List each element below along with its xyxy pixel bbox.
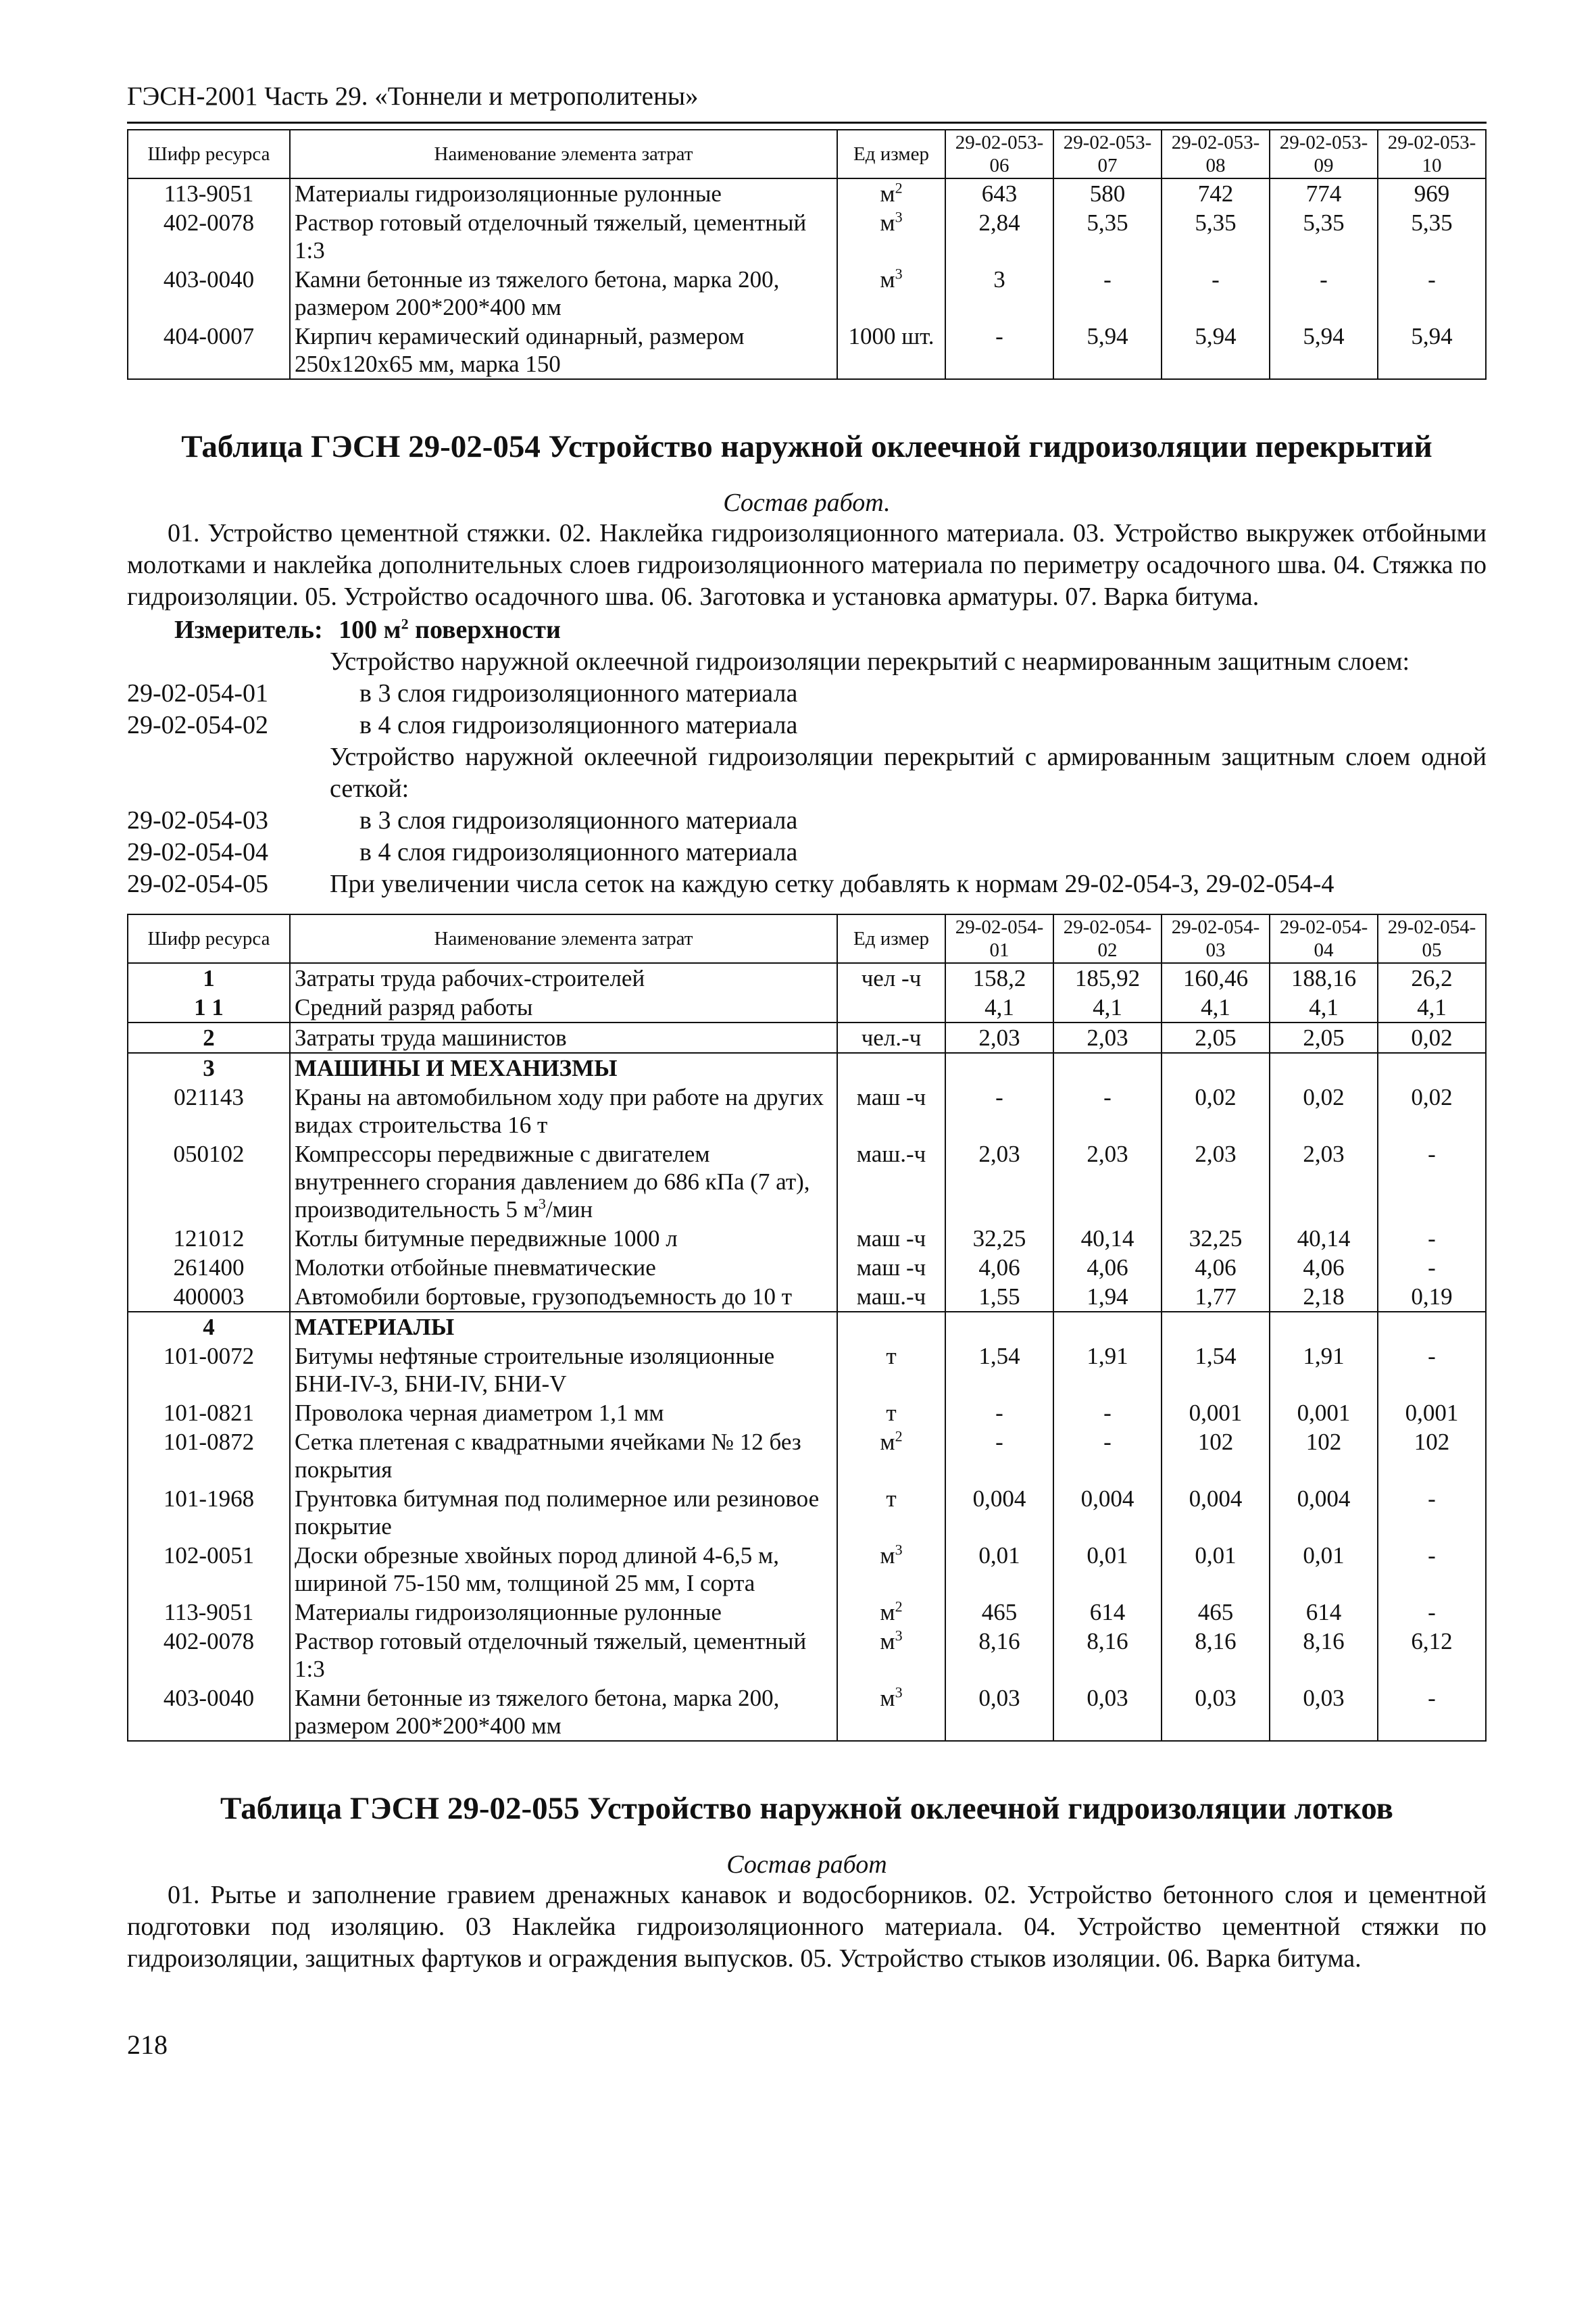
resource-value: 26,2 (1378, 963, 1486, 993)
resource-name: Компрессоры передвижные с двигателем внутреннего сгорания давлением до 686 кПа (7 ат), производительность 5 $м^3$/мин (290, 1139, 837, 1224)
resource-value: 0,02 (1270, 1083, 1378, 1139)
table-054-title: Таблица ГЭСН 29-02-054 Устройство наружной оклеечной гидроизоляции перекрытий (181, 429, 1432, 464)
resource-unit: т (837, 1398, 945, 1427)
resource-code: 1 1 (128, 993, 290, 1023)
resource-value: 2,18 (1270, 1282, 1378, 1312)
resource-unit: маш -ч (837, 1083, 945, 1139)
resource-name: Автомобили бортовые, грузоподъемность до 10 т (290, 1282, 837, 1312)
resource-value: 0,03 (1270, 1683, 1378, 1741)
resource-value: - (1053, 265, 1162, 322)
resource-value: 1,77 (1162, 1282, 1270, 1312)
resource-code: 404-0007 (128, 322, 290, 379)
resource-value: 1,91 (1053, 1341, 1162, 1398)
resource-code: 402-0078 (128, 208, 290, 265)
resource-code: 3 (128, 1053, 290, 1083)
page-number: 218 (127, 2029, 168, 2060)
resource-unit: $м^3$ (837, 265, 945, 322)
resource-value: - (945, 322, 1053, 379)
composition-heading: Состав работ (726, 1850, 887, 1879)
table-row (128, 1312, 1486, 1341)
table-row (128, 265, 1486, 322)
resource-name: Материалы гидроизоляционные рулонные (290, 178, 837, 208)
resource-value: 2,03 (1053, 1139, 1162, 1224)
resource-name: Котлы битумные передвижные 1000 л (290, 1224, 837, 1253)
resource-value: 742 (1162, 178, 1270, 208)
resource-unit: чел.-ч (837, 1023, 945, 1053)
resource-value: 0,001 (1270, 1398, 1378, 1427)
resource-unit: маш -ч (837, 1253, 945, 1282)
col-header-value: 29-02-053-09 (1270, 130, 1378, 178)
resource-value: - (1270, 265, 1378, 322)
resource-value: 185,92 (1053, 963, 1162, 993)
resource-value (1162, 1053, 1270, 1083)
resource-name: Камни бетонные из тяжелого бетона, марка 200, размером 200*200*400 мм (290, 265, 837, 322)
resource-name: Раствор готовый отделочный тяжелый, цементный 1:3 (290, 1627, 837, 1683)
resource-unit: т (837, 1341, 945, 1398)
resource-value: 0,03 (945, 1683, 1053, 1741)
resource-name: Проволока черная диаметром 1,1 мм (290, 1398, 837, 1427)
resource-unit: маш.-ч (837, 1282, 945, 1312)
table-row (128, 1053, 1486, 1083)
table-row (128, 1224, 1486, 1253)
resource-name: Раствор готовый отделочный тяжелый, цементный 1:3 (290, 208, 837, 265)
resource-value: 1,55 (945, 1282, 1053, 1312)
table-row (128, 178, 1486, 208)
resource-unit: маш.-ч (837, 1139, 945, 1224)
resource-value: 2,03 (1053, 1023, 1162, 1053)
resource-value: 0,004 (945, 1484, 1053, 1541)
col-header-value: 29-02-053-06 (945, 130, 1053, 178)
resource-code: 4 (128, 1312, 290, 1341)
resource-unit: $м^3$ (837, 1627, 945, 1683)
resource-value: - (1378, 1598, 1486, 1627)
resource-value: 0,03 (1162, 1683, 1270, 1741)
table-header-row (128, 130, 1486, 178)
resource-value: 8,16 (1270, 1627, 1378, 1683)
meter-label: Измеритель: (174, 616, 323, 644)
resource-value: - (1162, 265, 1270, 322)
resource-value: 160,46 (1162, 963, 1270, 993)
table-row (128, 1023, 1486, 1053)
resource-value: - (945, 1427, 1053, 1484)
resource-unit (837, 1053, 945, 1083)
resource-value: 0,03 (1053, 1683, 1162, 1741)
variant-text: в 4 слоя гидроизоляционного материала (359, 838, 798, 866)
resource-unit: $м^2$ (837, 178, 945, 208)
col-header-value: 29-02-054-04 (1270, 914, 1378, 963)
resource-value: 102 (1162, 1427, 1270, 1484)
variant-code: 29-02-054-02 (127, 711, 268, 739)
variant-group-title: Устройство наружной оклеечной гидроизоляции перекрытий с неармированным защитным слоем: (330, 647, 1410, 676)
resource-value (1270, 1053, 1378, 1083)
resource-value: 0,02 (1162, 1083, 1270, 1139)
col-header-name: Наименование элемента затрат (290, 914, 837, 963)
resource-value (1053, 1312, 1162, 1341)
resource-value: 5,35 (1053, 208, 1162, 265)
resource-value: 1,91 (1270, 1341, 1378, 1398)
resource-value: 102 (1378, 1427, 1486, 1484)
resource-name: МАШИНЫ И МЕХАНИЗМЫ (290, 1053, 837, 1083)
variant-text: При увеличении числа сеток на каждую сетку добавлять к нормам 29-02-054-3, 29-02-054-4 (330, 870, 1335, 898)
resource-value: 1,54 (1162, 1341, 1270, 1398)
resource-value: 774 (1270, 178, 1378, 208)
resource-value: - (1378, 1484, 1486, 1541)
resource-value: 0,004 (1270, 1484, 1378, 1541)
variant-row (127, 837, 1487, 868)
col-header-unit: Ед измер (837, 130, 945, 178)
table-row (128, 1683, 1486, 1741)
resource-value: 614 (1270, 1598, 1378, 1627)
resource-value: 2,03 (1270, 1139, 1378, 1224)
resource-value: 4,1 (1270, 993, 1378, 1023)
resource-value: 1,54 (945, 1341, 1053, 1398)
resource-value (1270, 1312, 1378, 1341)
resource-value: 4,1 (1378, 993, 1486, 1023)
resource-code: 113-9051 (128, 178, 290, 208)
variant-row (127, 868, 1487, 900)
resource-value: 465 (1162, 1598, 1270, 1627)
resource-value: 8,16 (1053, 1627, 1162, 1683)
resource-value: 0,004 (1053, 1484, 1162, 1541)
resource-value: 4,1 (1162, 993, 1270, 1023)
table-header-row (128, 914, 1486, 963)
col-header-value: 29-02-053-08 (1162, 130, 1270, 178)
resource-value: 5,94 (1378, 322, 1486, 379)
resource-code: 101-0821 (128, 1398, 290, 1427)
resource-value: 40,14 (1270, 1224, 1378, 1253)
table-row (128, 322, 1486, 379)
composition-text: 01. Устройство цементной стяжки. 02. Наклейка гидроизоляционного материала. 03. Устройство выкружек отбойными молотками и наклейка дополнительных слоев гидроизоляционного материала по периметру осадочного шва. 04. Стяжка по гидроизоляции. 05. Устройство осадочного шва. 06. Заготовка и установка арматуры. 07. Варка битума. (127, 519, 1487, 611)
resource-value: 0,01 (1162, 1541, 1270, 1598)
variant-group-title: Устройство наружной оклеечной гидроизоляции перекрытий с армированным защитным слоем одной сеткой: (330, 743, 1487, 803)
table-row (128, 1341, 1486, 1398)
resource-value: - (945, 1083, 1053, 1139)
composition-heading: Состав работ. (723, 489, 891, 517)
resource-value: - (1378, 1139, 1486, 1224)
resource-value: 102 (1270, 1427, 1378, 1484)
resource-name: Средний разряд работы (290, 993, 837, 1023)
resource-value: 2,03 (945, 1139, 1053, 1224)
resource-value: 32,25 (945, 1224, 1053, 1253)
meter-value: 100 $м^2$ поверхности (339, 615, 561, 644)
resource-value: 4,06 (945, 1253, 1053, 1282)
resource-value: 4,06 (1053, 1253, 1162, 1282)
variant-code: 29-02-054-05 (127, 870, 268, 898)
col-header-value: 29-02-053-07 (1053, 130, 1162, 178)
resource-value: 4,06 (1270, 1253, 1378, 1282)
resource-code: 113-9051 (128, 1598, 290, 1627)
resource-code: 1 (128, 963, 290, 993)
resource-unit: 1000 шт. (837, 322, 945, 379)
meter-line (127, 614, 1487, 646)
col-header-value: 29-02-054-02 (1053, 914, 1162, 963)
resource-value (945, 1053, 1053, 1083)
resource-code: 021143 (128, 1083, 290, 1139)
resource-name: Затраты труда машинистов (290, 1023, 837, 1053)
table-053-continued (127, 129, 1487, 380)
resource-code: 402-0078 (128, 1627, 290, 1683)
resource-value: 5,35 (1378, 208, 1486, 265)
resource-name: Затраты труда рабочих-строителей (290, 963, 837, 993)
resource-code: 261400 (128, 1253, 290, 1282)
resource-value (1053, 1053, 1162, 1083)
table-row (128, 1484, 1486, 1541)
resource-name: Сетка плетеная с квадратными ячейками № 12 без покрытия (290, 1427, 837, 1484)
resource-value: 0,01 (1053, 1541, 1162, 1598)
resource-value: 0,01 (945, 1541, 1053, 1598)
resource-unit: маш -ч (837, 1224, 945, 1253)
resource-value: 5,94 (1162, 322, 1270, 379)
resource-code: 050102 (128, 1139, 290, 1224)
col-header-value: 29-02-054-01 (945, 914, 1053, 963)
resource-unit: чел -ч (837, 963, 945, 993)
resource-value: - (1053, 1427, 1162, 1484)
resource-value (1378, 1053, 1486, 1083)
resource-value: 5,94 (1053, 322, 1162, 379)
resource-value: 4,1 (1053, 993, 1162, 1023)
resource-value: 8,16 (1162, 1627, 1270, 1683)
resource-value: 158,2 (945, 963, 1053, 993)
resource-value: - (1378, 1541, 1486, 1598)
resource-value (1378, 1312, 1486, 1341)
resource-value: - (1378, 1224, 1486, 1253)
table-row (128, 1627, 1486, 1683)
variant-row (127, 805, 1487, 837)
resource-code: 101-0072 (128, 1341, 290, 1398)
resource-value: 3 (945, 265, 1053, 322)
resource-value: - (1378, 1253, 1486, 1282)
table-row (128, 208, 1486, 265)
resource-unit: $м^3$ (837, 1541, 945, 1598)
resource-value: 32,25 (1162, 1224, 1270, 1253)
resource-value: 8,16 (945, 1627, 1053, 1683)
resource-code: 403-0040 (128, 265, 290, 322)
col-header-code: Шифр ресурса (128, 914, 290, 963)
table-row (128, 963, 1486, 993)
resource-code: 101-0872 (128, 1427, 290, 1484)
col-header-value: 29-02-054-05 (1378, 914, 1486, 963)
table-054-resources (127, 914, 1487, 1742)
resource-value: 2,05 (1162, 1023, 1270, 1053)
resource-name: Грунтовка битумная под полимерное или резиновое покрытие (290, 1484, 837, 1541)
resource-name: Камни бетонные из тяжелого бетона, марка 200, размером 200*200*400 мм (290, 1683, 837, 1741)
resource-value: - (1053, 1398, 1162, 1427)
resource-name: МАТЕРИАЛЫ (290, 1312, 837, 1341)
resource-value: 0,02 (1378, 1083, 1486, 1139)
resource-value: 614 (1053, 1598, 1162, 1627)
variant-text: в 3 слоя гидроизоляционного материала (359, 806, 798, 835)
resource-unit: $м^3$ (837, 208, 945, 265)
variant-row (127, 678, 1487, 710)
table-row (128, 1282, 1486, 1312)
resource-value: - (1378, 1341, 1486, 1398)
resource-name: Молотки отбойные пневматические (290, 1253, 837, 1282)
resource-value: 580 (1053, 178, 1162, 208)
resource-value: 4,06 (1162, 1253, 1270, 1282)
resource-code: 403-0040 (128, 1683, 290, 1741)
resource-value: 1,94 (1053, 1282, 1162, 1312)
table-row (128, 1427, 1486, 1484)
resource-value: 188,16 (1270, 963, 1378, 993)
table-row (128, 1139, 1486, 1224)
col-header-value: 29-02-053-10 (1378, 130, 1486, 178)
table-row (128, 993, 1486, 1023)
resource-value: 2,03 (1162, 1139, 1270, 1224)
resource-unit: $м^2$ (837, 1598, 945, 1627)
resource-value: 40,14 (1053, 1224, 1162, 1253)
table-row (128, 1541, 1486, 1598)
resource-value: 0,02 (1378, 1023, 1486, 1053)
variant-text: в 3 слоя гидроизоляционного материала (359, 679, 798, 708)
resource-code: 2 (128, 1023, 290, 1053)
resource-name: Битумы нефтяные строительные изоляционные БНИ-IV-3, БНИ-IV, БНИ-V (290, 1341, 837, 1398)
resource-value (945, 1312, 1053, 1341)
table-row (128, 1598, 1486, 1627)
resource-unit (837, 1312, 945, 1341)
table-row (128, 1398, 1486, 1427)
variant-code: 29-02-054-01 (127, 679, 268, 708)
resource-value: 2,84 (945, 208, 1053, 265)
resource-value: 465 (945, 1598, 1053, 1627)
resource-value: - (1378, 265, 1486, 322)
table-row (128, 1253, 1486, 1282)
resource-value: 0,001 (1162, 1398, 1270, 1427)
resource-name: Краны на автомобильном ходу при работе на других видах строительства 16 т (290, 1083, 837, 1139)
col-header-name: Наименование элемента затрат (290, 130, 837, 178)
col-header-code: Шифр ресурса (128, 130, 290, 178)
col-header-unit: Ед измер (837, 914, 945, 963)
document-page (127, 81, 1487, 2061)
resource-value: 0,01 (1270, 1541, 1378, 1598)
resource-value: 6,12 (1378, 1627, 1486, 1683)
variant-code: 29-02-054-04 (127, 838, 268, 866)
resource-unit (837, 993, 945, 1023)
table-row (128, 1083, 1486, 1139)
table-055-title: Таблица ГЭСН 29-02-055 Устройство наружной оклеечной гидроизоляции лотков (220, 1791, 1393, 1826)
variant-code: 29-02-054-03 (127, 806, 268, 835)
resource-value: 2,03 (945, 1023, 1053, 1053)
resource-value: 4,1 (945, 993, 1053, 1023)
resource-value: 969 (1378, 178, 1486, 208)
resource-value (1162, 1312, 1270, 1341)
resource-unit: $м^3$ (837, 1683, 945, 1741)
resource-value: 5,35 (1162, 208, 1270, 265)
col-header-value: 29-02-054-03 (1162, 914, 1270, 963)
resource-value: 0,004 (1162, 1484, 1270, 1541)
resource-value: 0,001 (1378, 1398, 1486, 1427)
composition-text: 01. Рытье и заполнение гравием дренажных канавок и водосборников. 02. Устройство бетонного слоя и цементной подготовки под изоляцию. 03 Наклейка гидроизоляционного материала. 04. Устройство цементной стяжки по гидроизоляции, защитных фартуков и ограждения выпусков. 05. Устройство стыков изоляции. 06. Варка битума. (127, 1881, 1487, 1973)
resource-value: 643 (945, 178, 1053, 208)
resource-code: 400003 (128, 1282, 290, 1312)
resource-code: 121012 (128, 1224, 290, 1253)
variant-text: в 4 слоя гидроизоляционного материала (359, 711, 798, 739)
resource-code: 102-0051 (128, 1541, 290, 1598)
variant-row (127, 710, 1487, 741)
resource-value: 5,35 (1270, 208, 1378, 265)
resource-name: Материалы гидроизоляционные рулонные (290, 1598, 837, 1627)
resource-value: 0,19 (1378, 1282, 1486, 1312)
resource-value: 5,94 (1270, 322, 1378, 379)
resource-unit: т (837, 1484, 945, 1541)
resource-value: 2,05 (1270, 1023, 1378, 1053)
resource-value: - (1378, 1683, 1486, 1741)
running-header: ГЭСН-2001 Часть 29. «Тоннели и метрополитены» (127, 81, 1487, 124)
resource-unit: $м^2$ (837, 1427, 945, 1484)
resource-value: - (1053, 1083, 1162, 1139)
resource-name: Доски обрезные хвойных пород длиной 4-6,5 м, шириной 75-150 мм, толщиной 25 мм, I сорта (290, 1541, 837, 1598)
resource-value: - (945, 1398, 1053, 1427)
resource-name: Кирпич керамический одинарный, размером 250x120x65 мм, марка 150 (290, 322, 837, 379)
resource-code: 101-1968 (128, 1484, 290, 1541)
